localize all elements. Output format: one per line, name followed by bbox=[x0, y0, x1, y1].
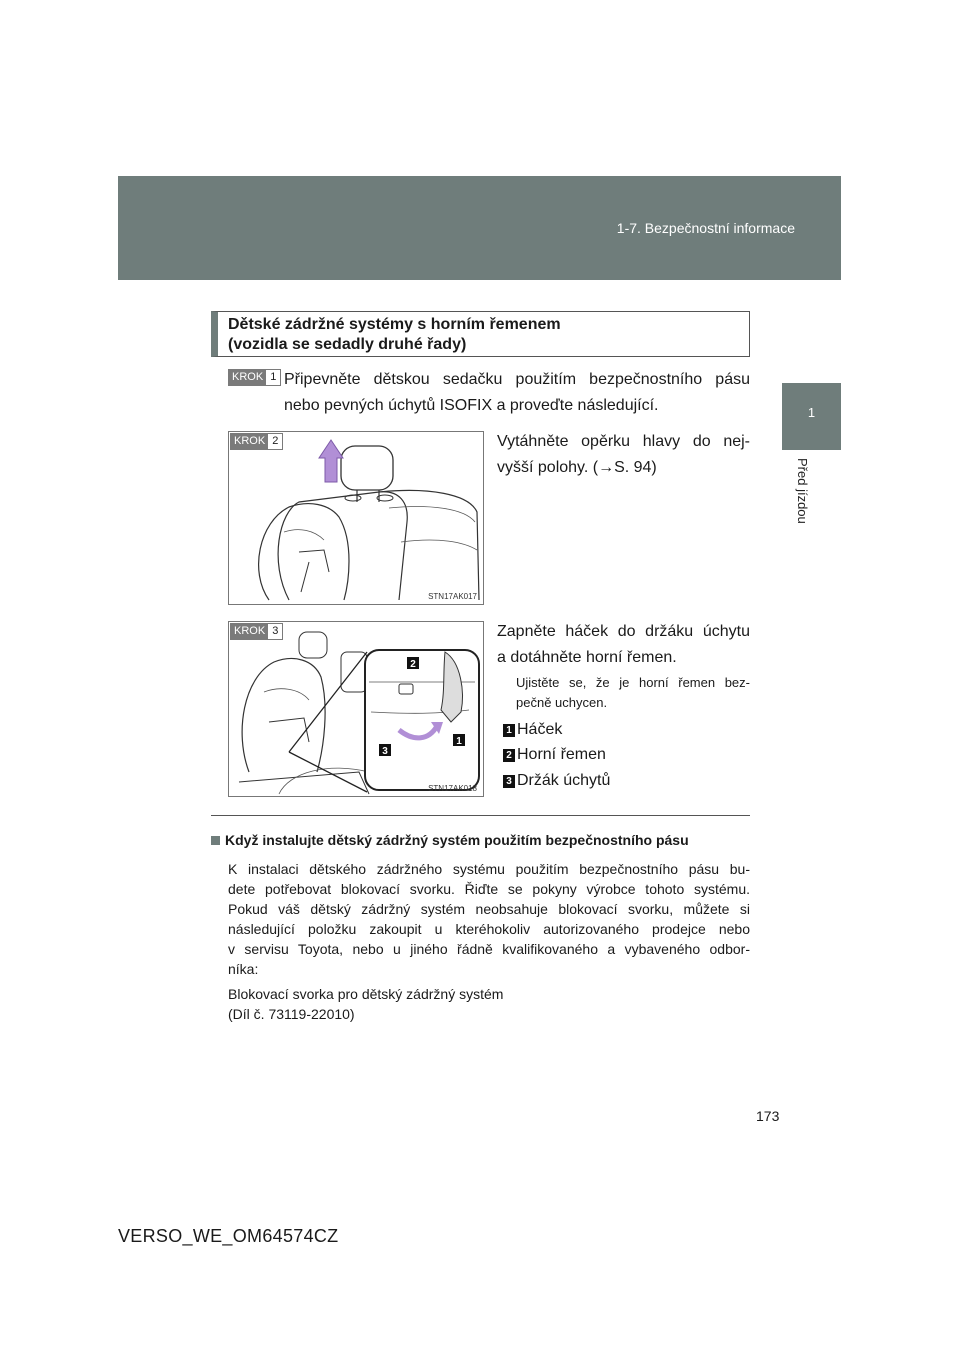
step-number: 3 bbox=[268, 624, 282, 639]
step-word: KROK bbox=[229, 370, 266, 385]
section-title: 1-7. Bezpečnostní informace bbox=[616, 220, 795, 236]
legend-label: Držák úchytů bbox=[517, 772, 611, 789]
svg-text:1: 1 bbox=[456, 736, 462, 747]
step-3-note-line-2: pečně uchycen. bbox=[516, 695, 608, 710]
chapter-number: 1 bbox=[807, 405, 816, 420]
step-1-line-2: nebo pevných úchytů ISOFIX a proveďte následující. bbox=[284, 397, 659, 414]
chapter-header-band bbox=[118, 176, 841, 280]
bullet-square-icon bbox=[211, 836, 220, 845]
step-2-line-1: Vytáhněte opěrku hlavy do nej- bbox=[497, 433, 750, 450]
step-2-figure bbox=[228, 431, 484, 605]
legend-item bbox=[503, 721, 562, 739]
info-para-line: Pokud váš dětský zádržný systém neobsahuje blokovací svorku, můžete si bbox=[228, 901, 750, 917]
section-heading-line-2: (vozidla se sedadly druhé řady) bbox=[228, 336, 467, 353]
legend-badge: 1 bbox=[503, 724, 515, 737]
info-heading-text: Když instalujte dětský zádržný systém použitím bezpečnostního pásu bbox=[225, 832, 689, 848]
info-heading bbox=[211, 832, 689, 848]
legend-badge: 2 bbox=[503, 749, 515, 762]
section-divider bbox=[211, 815, 750, 816]
legend-label: Horní řemen bbox=[517, 746, 606, 763]
step-1-line-1: Připevněte dětskou sedačku použitím bezpečnostního pásu bbox=[284, 371, 750, 388]
step-3-figure bbox=[228, 621, 484, 797]
section-heading bbox=[211, 311, 750, 357]
info-para-line: v servisu Toyota, nebo u jiného řádně kvalifikovaného a vybaveného odbor- bbox=[228, 941, 750, 957]
info-para-line: K instalaci dětského zádržného systému použitím bezpečnostního pásu bu- bbox=[228, 861, 750, 877]
part-name: Blokovací svorka pro dětský zádržný systém bbox=[228, 986, 504, 1002]
top-tether-illustration bbox=[229, 622, 483, 796]
legend-label: Háček bbox=[517, 721, 563, 738]
info-para-line: níka: bbox=[228, 961, 259, 977]
svg-text:2: 2 bbox=[410, 659, 416, 670]
document-code: VERSO_WE_OM64574CZ bbox=[118, 1226, 339, 1246]
part-number: (Díl č. 73119-22010) bbox=[228, 1006, 355, 1022]
step-number: 2 bbox=[268, 434, 282, 449]
step-1-badge bbox=[228, 369, 281, 386]
step-3-note-line-1: Ujistěte se, že je horní řemen bez- bbox=[516, 675, 750, 690]
info-para-line: následující položku zakoupit u kteréhokoliv autorizovaného prodejce nebo bbox=[228, 921, 750, 937]
chapter-side-tab bbox=[782, 383, 841, 450]
figure-code: STN17AK017 bbox=[428, 592, 477, 601]
step-3-line-1: Zapněte háček do držáku úchytu bbox=[497, 623, 750, 640]
figure-code: STN17AK018 bbox=[428, 784, 477, 793]
svg-text:3: 3 bbox=[382, 746, 388, 757]
step-3-line-2: a dotáhněte horní řemen. bbox=[497, 649, 677, 666]
step-number: 1 bbox=[266, 370, 280, 385]
step-2-line-2: vyšší polohy. (→S. 94) bbox=[497, 459, 657, 476]
legend-item bbox=[503, 746, 606, 764]
legend-badge: 3 bbox=[503, 775, 515, 788]
step-2-badge bbox=[230, 433, 283, 450]
info-para-line: dete potřebovat blokovací svorku. Řiďte se pokyny výrobce tohoto systému. bbox=[228, 881, 750, 897]
step-word: KROK bbox=[231, 434, 268, 449]
section-heading-line-1: Dětské zádržné systémy s horním řemenem bbox=[228, 316, 561, 333]
step-3-badge bbox=[230, 623, 283, 640]
page-number: 173 bbox=[756, 1108, 780, 1124]
chapter-name: Před jízdou bbox=[795, 458, 810, 524]
legend-item bbox=[503, 772, 610, 790]
step-word: KROK bbox=[231, 624, 268, 639]
headrest-illustration bbox=[229, 432, 483, 604]
